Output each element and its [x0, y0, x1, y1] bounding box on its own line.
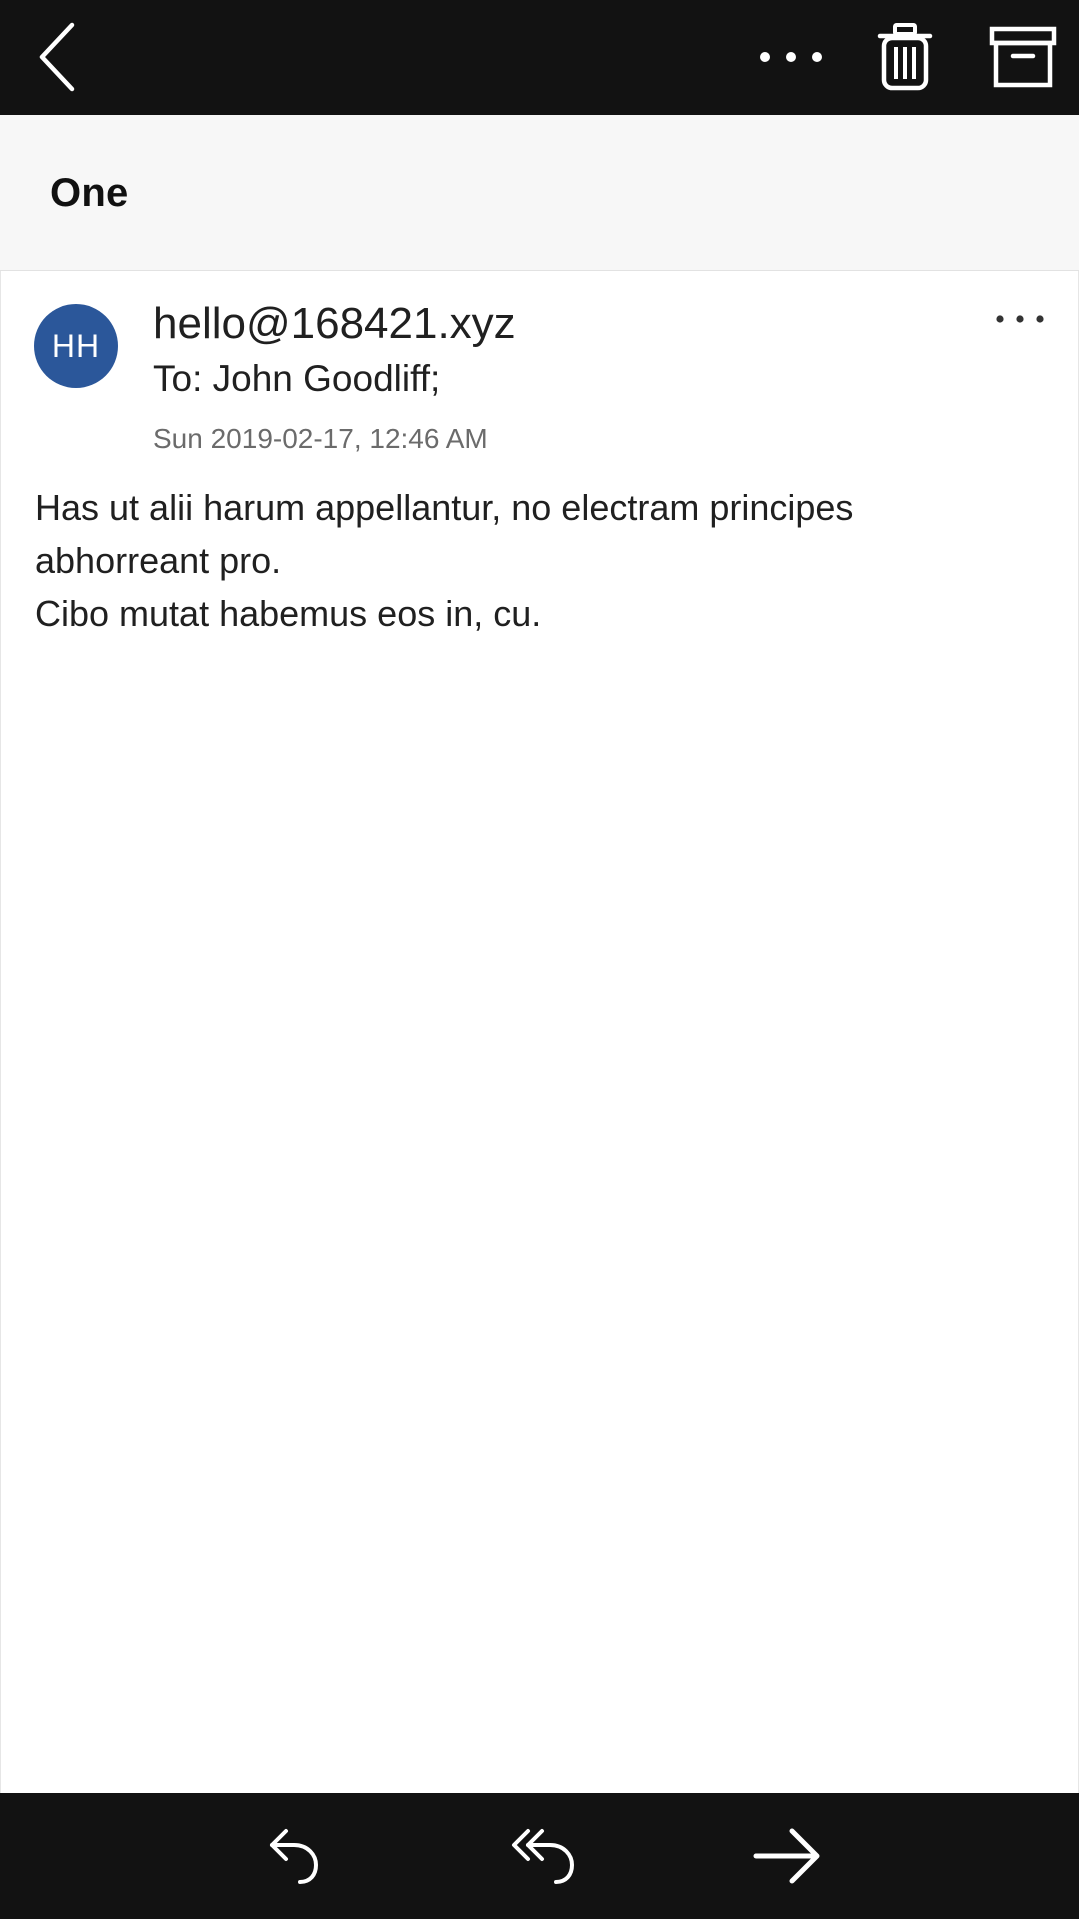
reply-icon	[266, 1825, 320, 1887]
bottom-action-bar	[0, 1793, 1079, 1919]
recipients-line[interactable]: To: John Goodliff;	[153, 358, 441, 399]
top-app-bar	[0, 0, 1079, 115]
avatar-initials: HH	[51, 327, 101, 364]
back-button[interactable]	[18, 12, 98, 102]
reply-all-button[interactable]	[500, 1811, 586, 1901]
trash-icon	[877, 22, 933, 92]
sender-avatar[interactable]	[34, 304, 118, 388]
reply-button[interactable]	[252, 1811, 334, 1901]
forward-button[interactable]	[744, 1811, 830, 1901]
reply-all-icon	[510, 1825, 576, 1887]
message-more-button[interactable]	[989, 299, 1051, 339]
body-line: Has ut alii harum appellantur, no electram principes abhorreant pro.	[35, 487, 854, 581]
subject-header	[0, 115, 1079, 271]
delete-button[interactable]	[862, 12, 948, 102]
email-subject: One	[50, 171, 129, 215]
message-body	[35, 481, 1035, 640]
more-options-button[interactable]	[748, 12, 834, 102]
sender-address[interactable]: hello@168421.xyz	[153, 299, 516, 348]
ellipsis-icon	[995, 314, 1045, 324]
chevron-left-icon	[34, 21, 82, 93]
archive-button[interactable]	[978, 12, 1068, 102]
archive-box-icon	[989, 26, 1057, 88]
message-pane	[0, 271, 1079, 1793]
body-line: Cibo mutat habemus eos in, cu.	[35, 593, 542, 634]
forward-arrow-icon	[752, 1826, 822, 1886]
ellipsis-icon	[758, 50, 824, 64]
message-timestamp: Sun 2019-02-17, 12:46 AM	[153, 423, 488, 454]
